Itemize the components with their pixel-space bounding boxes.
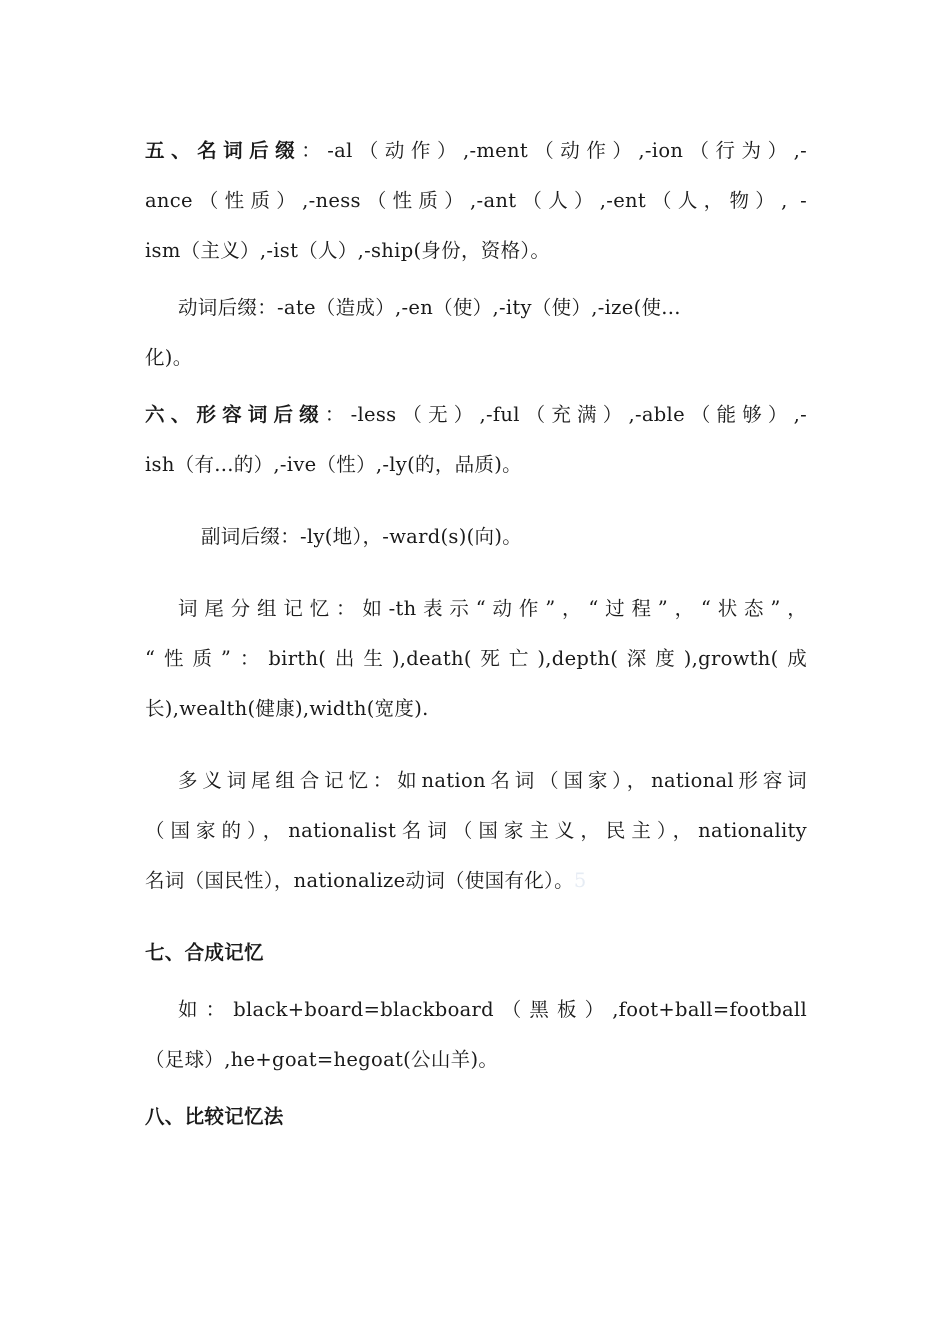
multi-meaning-line3-text: 名词（国民性），nationalize动词（使国有化）。 [145,869,574,892]
section6-line1-text: ：-less（无）,-ful（充满）,-able（能够）,- [324,403,807,426]
multi-meaning-line1: 多义词尾组合记忆：如nation名词（国家），national形容词 [178,769,807,792]
section7-heading: 七、合成记忆 [145,941,264,964]
section6-line2: ish（有...的）,-ive（性）,-ly(的，品质)。 [145,453,522,476]
section5-line3: ism（主义）,-ist（人）,-ship(身份，资格）。 [145,239,551,262]
group-memory-line1: 词尾分组记忆：如-th表示“动作”，“过程”，“状态”， [178,597,807,620]
verb-suffix-line1: 动词后缀：-ate（造成）,-en（使）,-ity（使）,-ize(使... [178,296,681,319]
multi-meaning-line3 [145,869,807,893]
group-memory-line2: “性质”：birth(出生),death(死亡),depth(深度),growth(成 [145,647,807,670]
section5-heading: 五、名词后缀 [145,139,302,162]
multi-meaning-line2: （国家的），nationalist名词（国家主义，民主），nationality [145,819,807,842]
adverb-suffix-line: 副词后缀：-ly(地），-ward(s)(向)。 [201,525,523,548]
verb-suffix-line2: 化)。 [145,346,193,369]
section8-heading: 八、比较记忆法 [145,1105,284,1128]
faint-mark: 5 [573,869,587,892]
section5-line1 [145,139,807,163]
group-memory-line3: 长),wealth(健康),width(宽度). [145,697,429,720]
section6-line1 [145,403,807,427]
section5-line2: ance（性质）,-ness（性质）,-ant（人）,-ent（人，物）, - [145,189,807,212]
section6-heading: 六、形容词后缀 [145,403,325,426]
compound-example-line2: （足球）,he+goat=hegoat(公山羊)。 [145,1048,499,1071]
section5-line1-text: ：-al（动作）,-ment（动作）,-ion（行为）,- [301,139,807,162]
compound-example-line1: 如：black+board=blackboard（黑板）,foot+ball=football [178,998,807,1021]
